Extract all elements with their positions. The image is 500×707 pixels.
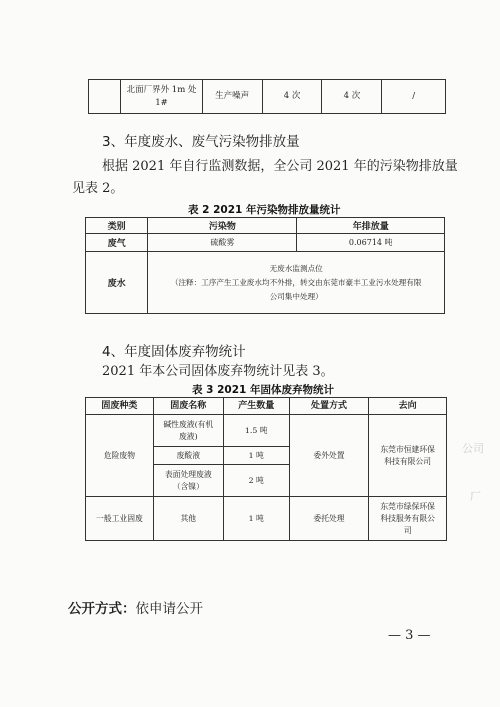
table-2-header-pollutant: 污染物 bbox=[148, 218, 297, 234]
table-2-water-category: 废水 bbox=[86, 252, 148, 314]
monitoring-location: 北面厂界外 1m 处 1# bbox=[121, 80, 202, 114]
table-3-hazardous-name-3: 表面处理废液 （含镍） bbox=[153, 465, 223, 497]
page-number: — 3 — bbox=[388, 628, 431, 643]
section-3-paragraph-cont: 见表 2。 bbox=[72, 181, 124, 196]
disclosure-line bbox=[68, 597, 203, 617]
table-2-header-category: 类别 bbox=[86, 218, 148, 234]
table-3-hazardous-method: 委外处置 bbox=[289, 415, 369, 497]
pollutant-emission-table bbox=[85, 217, 445, 314]
table-3-header-qty: 产生数量 bbox=[223, 398, 289, 415]
table-2-gas-category: 废气 bbox=[86, 234, 148, 252]
monitoring-remark: / bbox=[382, 80, 446, 114]
monitoring-count-2: 4 次 bbox=[322, 80, 382, 114]
noise-monitoring-table-fragment bbox=[88, 79, 446, 114]
table-3-caption: 表 3 2021 年固体废弃物统计 bbox=[192, 384, 334, 396]
table-2-gas-pollutant: 硫酸雾 bbox=[148, 234, 297, 252]
table-3-hazardous-qty-1: 1.5 吨 bbox=[223, 415, 289, 447]
table-3-header-method: 处置方式 bbox=[289, 398, 369, 415]
seal-mark-1: 公司 bbox=[462, 442, 484, 455]
table-3-hazardous-qty-3: 2 吨 bbox=[223, 465, 289, 497]
table-2-water-note: 无废水监测点位 （注释：工序产生工业废水均不外排，转交由东莞市豪丰工业污水处理有限 公司集中处理） bbox=[148, 252, 445, 314]
monitoring-count-1: 4 次 bbox=[262, 80, 322, 114]
section-3-paragraph: 根据 2021 年自行监测数据，全公司 2021 年的污染物排放量 bbox=[102, 159, 458, 174]
table-3-header-destination: 去向 bbox=[369, 398, 447, 415]
section-4-paragraph: 2021 年本公司固体废弃物统计见表 3。 bbox=[102, 364, 334, 379]
solid-waste-table bbox=[85, 397, 447, 541]
section-4-heading: 4、年度固体废弃物统计 bbox=[102, 344, 246, 360]
table-3-general-destination: 东莞市绿保环保 科技服务有限公 司 bbox=[369, 497, 447, 541]
seal-mark-2: 厂 bbox=[470, 490, 481, 503]
table-3-header-name: 固废名称 bbox=[153, 398, 223, 415]
table-3-hazardous-type: 危险废物 bbox=[86, 415, 154, 497]
table-3-hazardous-destination: 东莞市恒建环保 科技有限公司 bbox=[369, 415, 447, 497]
table-3-header-type: 固废种类 bbox=[86, 398, 154, 415]
table-3-hazardous-name-2: 废酸液 bbox=[153, 447, 223, 465]
table-3-hazardous-name-1: 碱性废液(有机 废液) bbox=[153, 415, 223, 447]
table-2-gas-amount: 0.06714 吨 bbox=[297, 234, 445, 252]
table-3-general-name: 其他 bbox=[153, 497, 223, 541]
table-3-general-qty: 1 吨 bbox=[223, 497, 289, 541]
disclosure-label: 公开方式： bbox=[68, 601, 136, 617]
table-3-general-method: 委托处理 bbox=[289, 497, 369, 541]
table-3-hazardous-qty-2: 1 吨 bbox=[223, 447, 289, 465]
section-3-heading: 3、年度废水、废气污染物排放量 bbox=[102, 134, 300, 150]
table-2-header-amount: 年排放量 bbox=[297, 218, 445, 234]
table-2-caption: 表 2 2021 年污染物排放量统计 bbox=[188, 204, 341, 216]
disclosure-value: 依申请公开 bbox=[135, 601, 203, 617]
table-3-general-type: 一般工业固废 bbox=[86, 497, 154, 541]
monitoring-item: 生产噪声 bbox=[202, 80, 262, 114]
